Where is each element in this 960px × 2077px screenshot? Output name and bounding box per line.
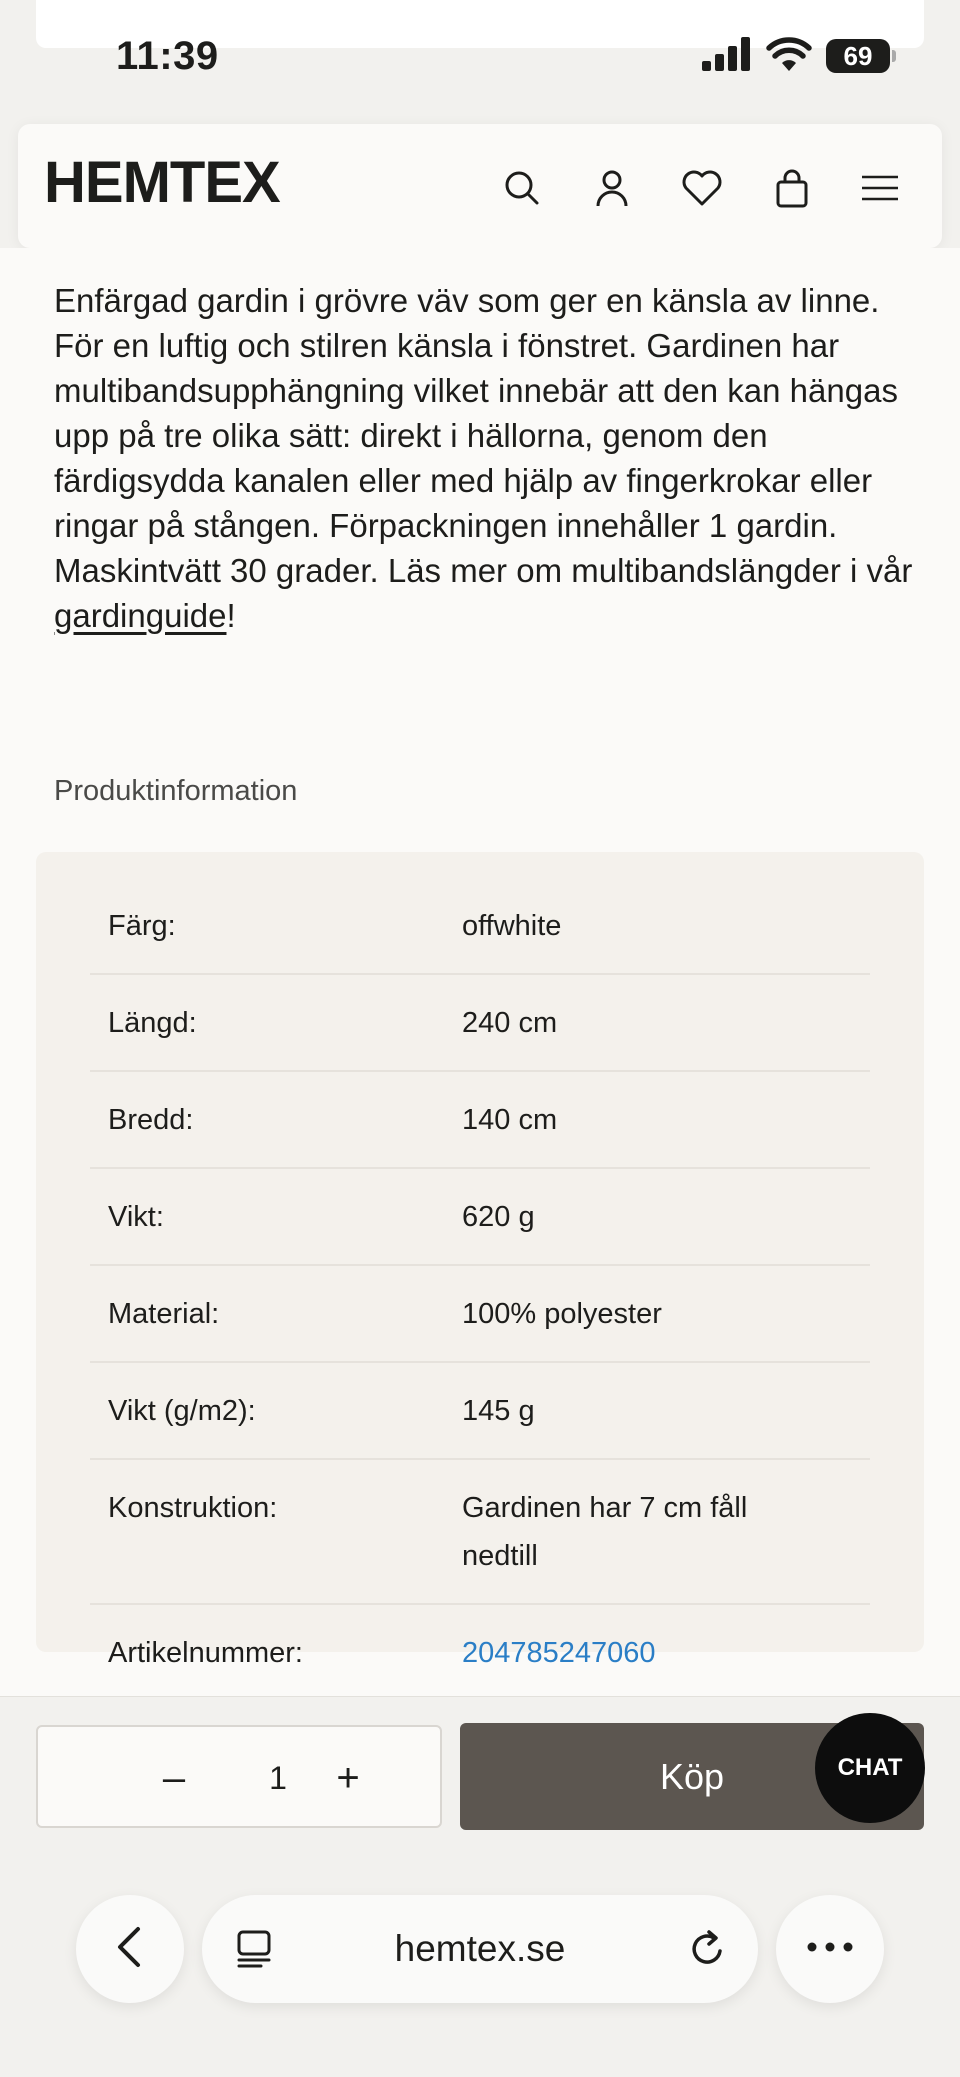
- battery-icon: 69: [826, 39, 890, 73]
- increase-quantity-button[interactable]: +: [336, 1755, 360, 1800]
- info-row: [90, 878, 870, 975]
- search-icon[interactable]: [500, 166, 544, 210]
- back-icon: [112, 1925, 148, 1974]
- gardinguide-link[interactable]: gardinguide: [54, 597, 227, 634]
- info-value: 145 g: [462, 1395, 535, 1427]
- info-row: [90, 1363, 870, 1460]
- info-label: Vikt:: [108, 1201, 164, 1233]
- quantity-value[interactable]: 1: [269, 1760, 287, 1796]
- status-bar: [0, 0, 960, 104]
- bag-icon[interactable]: [770, 166, 814, 210]
- status-icons: [702, 36, 890, 76]
- product-info-title: Produktinformation: [54, 775, 298, 807]
- chat-button[interactable]: CHAT: [815, 1713, 925, 1823]
- menu-icon[interactable]: [856, 166, 904, 210]
- info-row: [90, 975, 870, 1072]
- back-button[interactable]: [76, 1895, 184, 2003]
- info-value: Gardinen har 7 cm fåll nedtill: [462, 1492, 748, 1572]
- info-value: 620 g: [462, 1201, 535, 1233]
- description-end: !: [226, 597, 236, 634]
- info-label: Material:: [108, 1298, 220, 1330]
- article-number-link[interactable]: 204785247060: [462, 1637, 656, 1669]
- account-icon[interactable]: [590, 166, 634, 210]
- more-icon: [806, 1940, 854, 1958]
- info-label: Vikt (g/m2):: [108, 1395, 256, 1427]
- url-text[interactable]: hemtex.se: [394, 1928, 566, 1969]
- product-description: [54, 278, 914, 638]
- info-value: offwhite: [462, 910, 562, 942]
- info-label: Längd:: [108, 1007, 197, 1039]
- info-value: 140 cm: [462, 1104, 558, 1136]
- heart-icon[interactable]: [680, 166, 724, 210]
- more-button[interactable]: [776, 1895, 884, 2003]
- signal-icon: [702, 37, 752, 76]
- info-value: 240 cm: [462, 1007, 558, 1039]
- info-label: Färg:: [108, 910, 176, 942]
- status-time: 11:39: [116, 34, 219, 78]
- info-label: Konstruktion:: [108, 1492, 278, 1524]
- info-row: [90, 1460, 870, 1605]
- decrease-quantity-button[interactable]: –: [162, 1755, 186, 1800]
- address-bar[interactable]: [202, 1895, 758, 2003]
- buy-button[interactable]: Köp: [460, 1723, 924, 1830]
- info-value: 100% polyester: [462, 1298, 662, 1330]
- info-row: [90, 1169, 870, 1266]
- reload-icon[interactable]: [686, 1927, 730, 1971]
- info-label: Artikelnummer:: [108, 1637, 303, 1669]
- info-row: [90, 1266, 870, 1363]
- info-row: [90, 1072, 870, 1169]
- info-row: [90, 1605, 870, 1702]
- site-header: [18, 124, 942, 248]
- info-label: Bredd:: [108, 1104, 194, 1136]
- product-info-card: [36, 852, 924, 1669]
- wifi-icon: [766, 37, 812, 76]
- quantity-stepper: [36, 1725, 442, 1828]
- hemtex-logo[interactable]: HEMTEX: [44, 150, 280, 215]
- purchase-bar: [0, 1696, 960, 2077]
- description-text: Enfärgad gardin i grövre väv som ger en känsla av linne. För en luftig och stilren känsla i fönstret. Gardinen har multibandsupphängning vilket innebär att den kan hängas upp på tre olika sätt: direkt i hällorna, genom den färdigsydda kanalen eller med hjälp av fingerkrokar eller ringar på stången. Förpackningen innehåller 1 gardin. Maskintvätt 30 grader. Läs mer om multibandslängder i vår: [54, 282, 913, 589]
- product-content: [0, 248, 960, 1698]
